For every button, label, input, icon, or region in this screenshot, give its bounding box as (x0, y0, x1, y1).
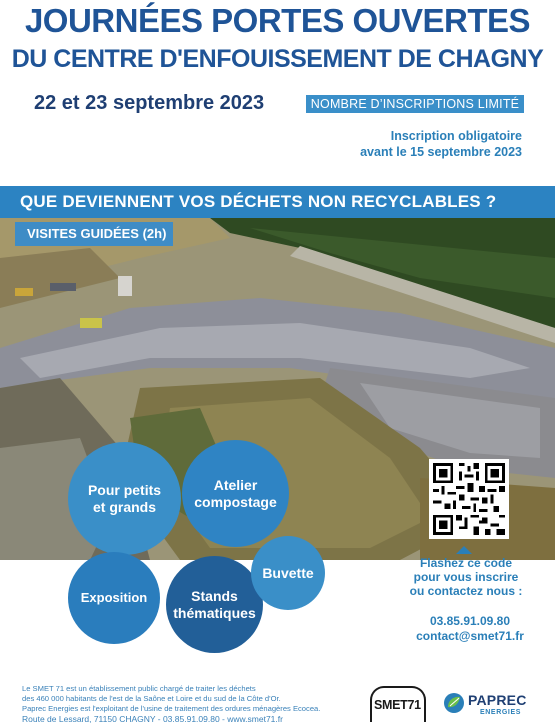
activity-exposition (68, 552, 160, 644)
contact-phone[interactable]: 03.85.91.09.80 (429, 614, 511, 628)
paprec-logo: PAPREC (468, 692, 527, 708)
question-banner: QUE DEVIENNENT VOS DÉCHETS NON RECYCLABLES ? (0, 186, 555, 218)
activity-buvette (251, 536, 325, 610)
footer-info (22, 684, 362, 714)
flash-line-2: pour vous inscrire (413, 570, 519, 584)
activity-atelier-line-1: Atelier (213, 477, 258, 494)
footer-line-3: Paprec Energies est l'exploitant de l'usine de traitement des ordures ménagères Ecocea. (22, 704, 321, 713)
activity-petits-line-2: et grands (92, 498, 156, 515)
footer-address: Route de Lessard, 71150 CHAGNY - 03.85.91.09.80 - www.smet71.fr (22, 714, 283, 724)
flash-line-3: ou contactez nous : (409, 584, 523, 598)
activity-atelier-line-2: compostage (194, 493, 277, 510)
page-subtitle: DU CENTRE D'ENFOUISSEMENT DE CHAGNY (11, 45, 544, 73)
flash-instructions (400, 556, 532, 598)
paprec-leaf-icon (443, 692, 465, 714)
activity-petits-grands (68, 442, 181, 555)
guided-tours-label: VISITES GUIDÉES (2h) (15, 222, 173, 246)
inscription-line-1: Inscription obligatoire (390, 129, 522, 143)
inscription-notice (360, 128, 522, 160)
activity-buvette-label: Buvette (262, 564, 314, 581)
qr-code-icon[interactable] (429, 459, 509, 539)
activity-petits-line-1: Pour petits (87, 482, 162, 499)
event-dates: 22 et 23 septembre 2023 (34, 92, 265, 114)
inscription-line-2: avant le 15 septembre 2023 (360, 145, 522, 159)
footer-line-1: Le SMET 71 est un établissement public chargé de traiter les déchets (22, 684, 256, 693)
paprec-logo-subtitle: ENERGIES (480, 709, 521, 716)
activity-exposition-label: Exposition (80, 589, 148, 605)
limit-badge: NOMBRE D’INSCRIPTIONS LIMITÉ (306, 95, 524, 113)
activity-stands-thematiques (166, 556, 263, 653)
activity-atelier-compostage (182, 440, 289, 547)
contact-email[interactable]: contact@smet71.fr (416, 629, 524, 643)
page-title: JOURNÉES PORTES OUVERTES (24, 2, 531, 39)
footer-line-2: des 460 000 habitants de l'est de la Saône et Loire et du sud de la Côte d'Or. (22, 694, 281, 703)
arrow-up-icon (456, 546, 472, 554)
flash-line-1: Flashez ce code (419, 556, 513, 570)
activity-stands-line-2: thématiques (173, 604, 256, 621)
activity-stands-line-1: Stands (191, 588, 238, 605)
qr-code-graphic (433, 463, 505, 535)
smet-logo: SMET71 (374, 698, 421, 712)
